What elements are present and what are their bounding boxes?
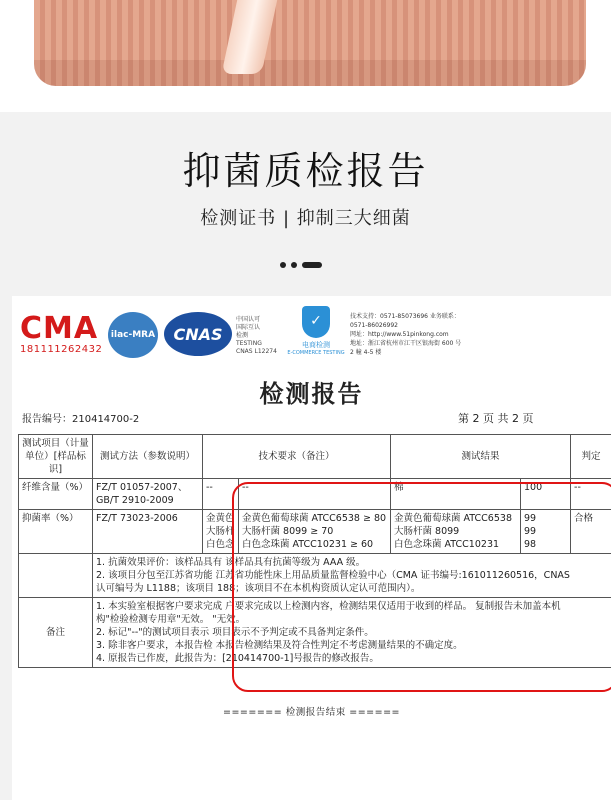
test-report-document [12,296,611,800]
product-fabric-image [0,0,611,112]
report-number: 报告编号：210414700-2 [22,414,140,425]
col-header-requirement: 技术要求（备注） [203,435,391,479]
section-subtitle: 检测证书 | 抑制三大细菌 [200,208,411,229]
notes-row [19,554,611,598]
cnas-logo: CNAS [164,312,232,356]
ecommerce-testing-logo: ✓ 电商检测 E-COMMERCE TESTING [286,306,346,356]
remarks-row [19,598,611,668]
shield-icon: ✓ [302,306,330,338]
page-number: 第 2 页 共 2 页 [458,412,534,425]
table-header-row [19,435,611,479]
remarks-text: 1. 本实验室根据客户要求完成 户要求完成以上检测内容，检测结果仅适用于收到的样品。 复制报告未加盖本机 构"检验检测专用章"无效。 "无效。 2. 标记"--"的测试项目表示 项目表示不予判定或不具备判定条件。 3. 除非客户要求，本报告检 本报告检测结果及符合性判定不考虑测量结果的不确定度。 4. 原报告已作废，此报告为：[210414700-1]号报告的修改报告。 [93,598,611,668]
results-table [18,434,611,668]
section-title: 抑菌质检报告 [182,149,429,193]
accreditation-text: 中国认可 国际互认 检测 TESTING CNAS L12274 [236,316,277,355]
col-header-item: 测试项目（计量单位）[样品标识] [19,435,93,479]
col-header-judge: 判定 [571,435,611,479]
carousel-dot[interactable] [280,262,286,268]
col-header-result: 测试结果 [391,435,571,479]
ilac-logo: ilac-MRA [108,312,158,358]
report-end-marker: ======= 检测报告结束 ====== [222,707,401,718]
report-title: 检测报告 [259,380,364,408]
contact-info: 技术支持：0571-85073696 业务联系： 0571-86026992 网址：http://www.51pinkong.com 地址：浙江省杭州市江干区银海街 600 号 2 幢 4-5 楼 [350,313,462,356]
carousel-dot-active[interactable] [302,262,322,268]
table-row: 纤维含量（%） FZ/T 01057-2007、GB/T 2910-2009 -- -- 棉 100 -- [19,479,611,510]
col-header-method: 测试方法（参数说明） [93,435,203,479]
notes-text: 1. 抗菌效果评价：该样品具有 该样品具有抗菌等级为 AAA 级。 2. 该项目分包至江苏省功能 江苏省功能性床上用品质量监督检验中心（CMA 证书编号:161011260516，CNAS 认可编号为 L1188；该项目 188；该项目不在本机构资质认定认可范围内）。 [93,554,611,598]
remarks-label: 备注 [19,598,93,668]
carousel-dots[interactable] [280,261,322,269]
cma-logo: CMA 181111262432 [20,311,103,355]
carousel-dot[interactable] [291,262,297,268]
table-row: 抑菌率（%） FZ/T 73023-2006 金黄色 大肠杆 白色念 金黄色葡萄球菌 ATCC6538 ≥ 80 大肠杆菌 8099 ≥ 70 白色念珠菌 ATCC10231 ≥ 60 金黄色葡萄球菌 ATCC6538 大肠杆菌 8099 白色念珠菌 ATCC10231 99 99 98 合格 [19,510,611,554]
report-logos [12,296,611,370]
